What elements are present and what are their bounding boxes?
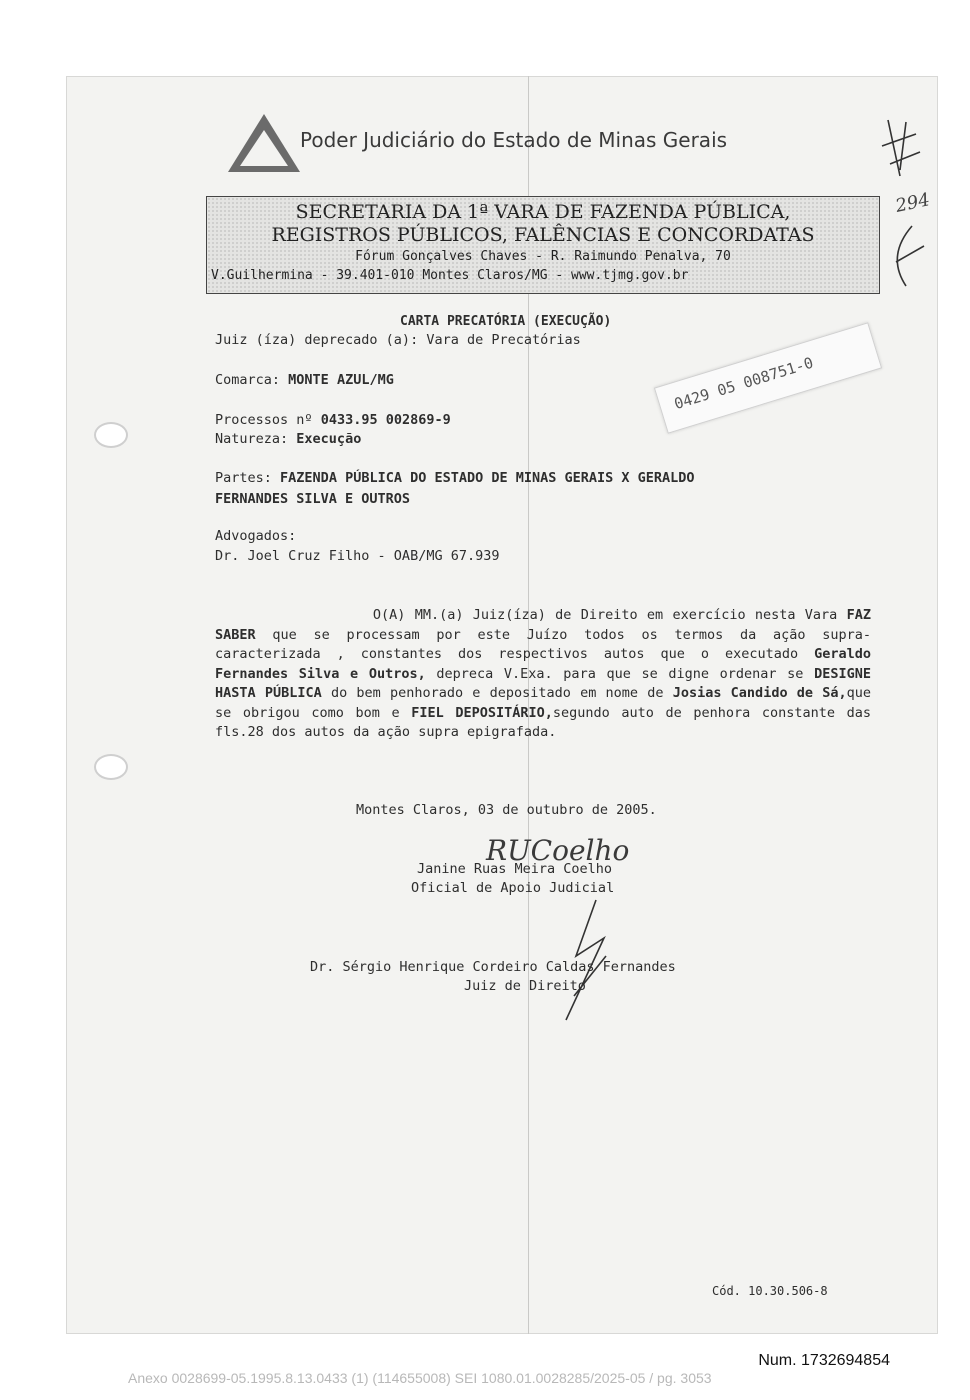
processo-value: 0433.95 002869-9 <box>320 412 451 428</box>
secretaria-line-1: SECRETARIA DA 1ª VARA DE FAZENDA PÚBLICA, <box>295 201 791 223</box>
juiz-line <box>215 332 581 348</box>
protocol-stamp <box>654 322 882 433</box>
natureza-label: Natureza: <box>215 431 289 447</box>
secretaria-box <box>206 196 880 294</box>
natureza-line <box>215 431 361 447</box>
comarca-label: Comarca: <box>215 372 281 388</box>
signer2-role: Juiz de Direito <box>464 978 586 994</box>
signature-text: RUCoelho <box>486 834 630 867</box>
annex-reference: Anexo 0028699-05.1995.8.13.0433 (1) (114655008) SEI 1080.01.0028285/2025-05 / pg. 3053 <box>128 1370 712 1386</box>
natureza-value: Execução <box>296 431 362 447</box>
body-paragraph <box>215 606 871 743</box>
signer1-name: Janine Ruas Meira Coelho <box>417 861 613 877</box>
stamp-number: 0429 05 008751-0 <box>672 353 816 414</box>
body-text: que se obrigou como bom e <box>215 685 871 721</box>
org-name: Poder Judiciário do Estado de Minas Gerais <box>300 128 728 152</box>
processo-label: Processos nº <box>215 412 313 428</box>
advogado-name: Dr. Joel Cruz Filho - OAB/MG 67.939 <box>215 548 500 564</box>
body-bold: Josias Candido de Sá, <box>672 685 847 701</box>
triangle-logo-icon <box>224 110 304 176</box>
scanned-page <box>66 76 938 1334</box>
document-title: CARTA PRECATÓRIA (EXECUÇÃO) <box>400 314 612 329</box>
juiz-value: Vara de Precatórias <box>426 332 581 348</box>
body-bold: DESIGNE HASTA PÚBLICA <box>215 665 871 701</box>
comarca-value: MONTE AZUL/MG <box>288 372 394 388</box>
body-text: do bem penhorado e depositado em nome de <box>330 685 664 701</box>
signer2-name: Dr. Sérgio Henrique Cordeiro Caldas Fernandes <box>310 959 676 975</box>
body-bold: Geraldo Fernandes Silva e Outros, <box>215 646 871 682</box>
body-text: depreca V.Exa. para que se digne ordenar se <box>436 665 804 682</box>
processo-line <box>215 412 451 428</box>
margin-initials <box>876 116 936 296</box>
partes-line-2: FERNANDES SILVA E OUTROS <box>215 491 411 507</box>
comarca-line <box>215 372 394 388</box>
punch-hole <box>96 424 126 446</box>
body-bold: FIEL DEPOSITÁRIO, <box>411 704 553 721</box>
body-text: que se processam por este Juízo todos os termos da ação supra-caracterizada , constantes dos respectivos autos que o executado <box>215 626 871 662</box>
partes-label: Partes: <box>215 470 272 486</box>
punch-hole <box>96 756 126 778</box>
secretaria-line-2: REGISTROS PÚBLICOS, FALÊNCIAS E CONCORDATAS <box>271 224 815 246</box>
forum-address: Fórum Gonçalves Chaves - R. Raimundo Penalva, 70 <box>355 249 731 264</box>
body-text: segundo auto de penhora constante das fls.28 dos autos da ação supra epigrafada. <box>215 704 871 740</box>
signer1-role: Oficial de Apoio Judicial <box>411 880 615 896</box>
juiz-label: Juiz (íza) deprecado (a): <box>215 332 419 348</box>
city-address: V.Guilhermina - 39.401-010 Montes Claros/MG - www.tjmg.gov.br <box>211 268 689 283</box>
body-bold: FAZ SABER <box>215 607 872 643</box>
form-code: Cód. 10.30.506-8 <box>712 1284 828 1298</box>
margin-note: 294 <box>893 189 932 217</box>
body-text: O(A) MM.(a) Juiz(íza) de Direito em exercício nesta Vara <box>372 607 838 623</box>
partes-line-1: FAZENDA PÚBLICA DO ESTADO DE MINAS GERAIS X GERALDO <box>280 470 695 486</box>
date-line: Montes Claros, 03 de outubro de 2005. <box>356 802 657 818</box>
document-number: Num. 1732694854 <box>758 1352 890 1369</box>
partes-block <box>215 468 695 510</box>
advogados-label: Advogados: <box>215 528 297 544</box>
